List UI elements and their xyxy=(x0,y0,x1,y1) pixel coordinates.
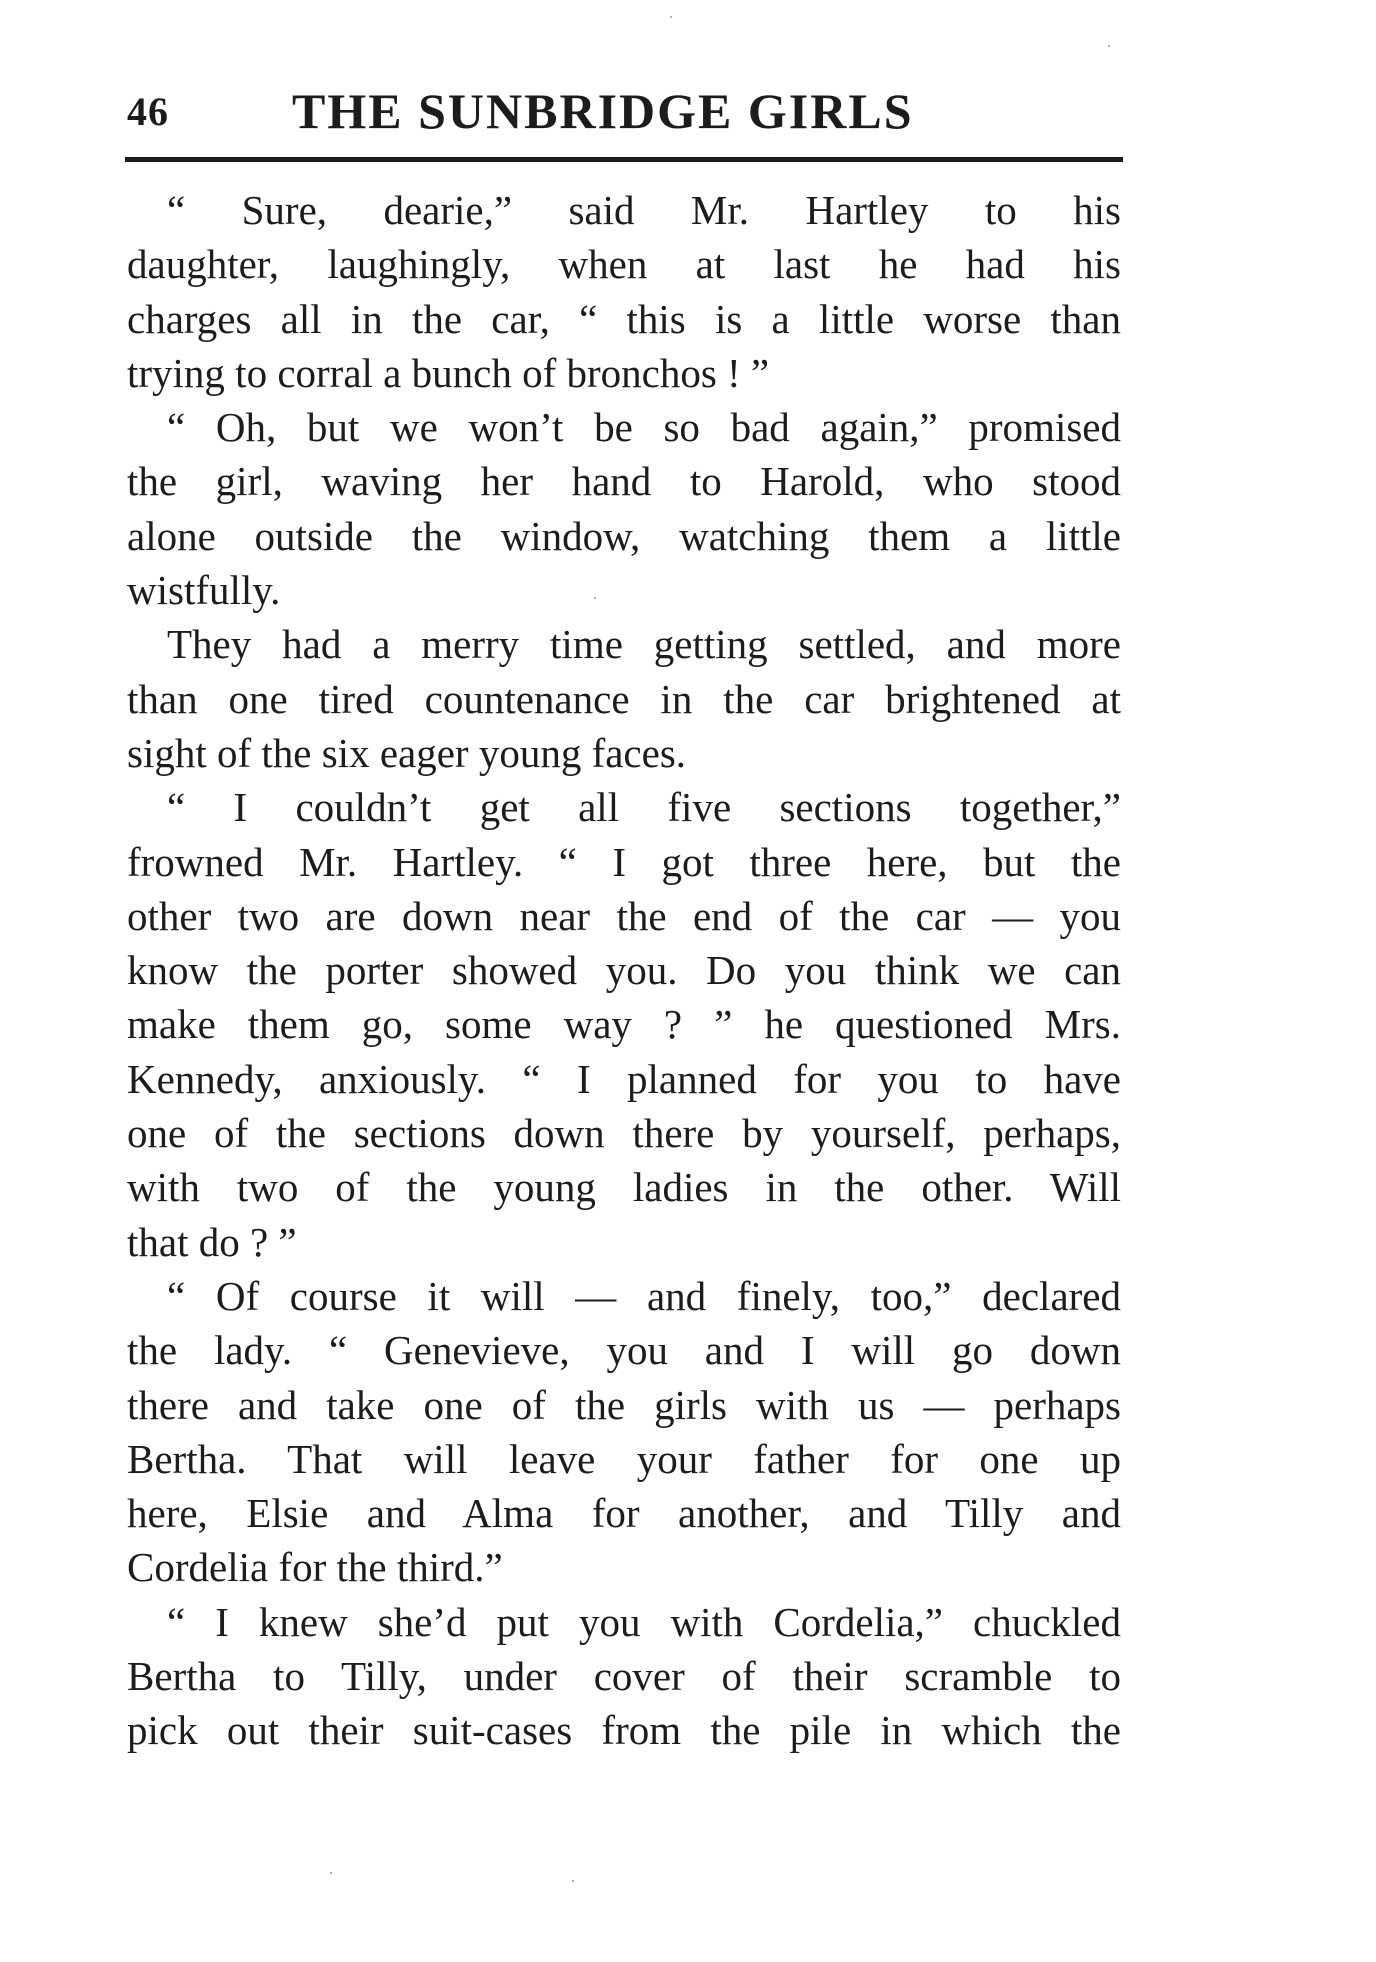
text-line: daughter, laughingly, when at last he had his xyxy=(127,241,1121,288)
header-rule xyxy=(125,157,1123,162)
text-line: wistfully. xyxy=(127,567,281,614)
text-line: charges all in the car, “ this is a little worse than xyxy=(127,295,1121,342)
text-line: the lady. “ Genevieve, you and I will go down xyxy=(127,1327,1121,1374)
text-line: with two of the young ladies in the other. Will xyxy=(127,1164,1121,1211)
text-line: “ I knew she’d put you with Cordelia,” chuckled xyxy=(167,1598,1121,1645)
page-header xyxy=(127,82,1121,142)
text-line: the girl, waving her hand to Harold, who stood xyxy=(127,458,1121,505)
text-line: here, Elsie and Alma for another, and Tilly and xyxy=(127,1490,1121,1537)
paper-speck xyxy=(572,1880,574,1882)
text-line: “ Sure, dearie,” said Mr. Hartley to his xyxy=(167,187,1121,233)
text-line: sight of the six eager young faces. xyxy=(127,729,687,776)
page-number: 46 xyxy=(127,89,169,134)
text-line: other two are down near the end of the car — you xyxy=(127,892,1121,939)
text-line: “ I couldn’t get all five sections together,” xyxy=(167,784,1121,831)
paper-speck xyxy=(670,16,672,18)
paper-speck xyxy=(594,597,596,599)
text-line: one of the sections down there by yourself, perhaps, xyxy=(127,1110,1121,1157)
text-line: “ Oh, but we won’t be so bad again,” promised xyxy=(167,404,1121,451)
text-line: that do ? ” xyxy=(127,1218,297,1265)
text-line: Kennedy, anxiously. “ I planned for you to have xyxy=(127,1055,1121,1102)
paper-speck xyxy=(1108,45,1110,47)
text-line: frowned Mr. Hartley. “ I got three here, but the xyxy=(127,838,1121,885)
text-line: pick out their suit-cases from the pile in which the xyxy=(127,1707,1121,1754)
text-line: than one tired countenance in the car brightened at xyxy=(127,675,1121,722)
text-line: They had a merry time getting settled, and more xyxy=(167,621,1121,668)
text-line: Cordelia for the third.” xyxy=(127,1544,503,1591)
paper-speck xyxy=(330,1872,332,1874)
text-line: “ Of course it will — and finely, too,” declared xyxy=(167,1272,1121,1319)
text-line: there and take one of the girls with us — perhaps xyxy=(127,1381,1121,1428)
running-head: THE SUNBRIDGE GIRLS xyxy=(292,83,914,139)
text-line: trying to corral a bunch of bronchos ! ” xyxy=(127,349,770,396)
body-text xyxy=(127,183,1121,1758)
text-line: make them go, some way ? ” he questioned Mrs. xyxy=(127,1001,1121,1048)
text-line: know the porter showed you. Do you think we can xyxy=(127,947,1121,994)
text-line: Bertha to Tilly, under cover of their scramble to xyxy=(127,1653,1121,1700)
text-line: alone outside the window, watching them a little xyxy=(127,512,1121,559)
text-line: Bertha. That will leave your father for one up xyxy=(127,1435,1121,1482)
